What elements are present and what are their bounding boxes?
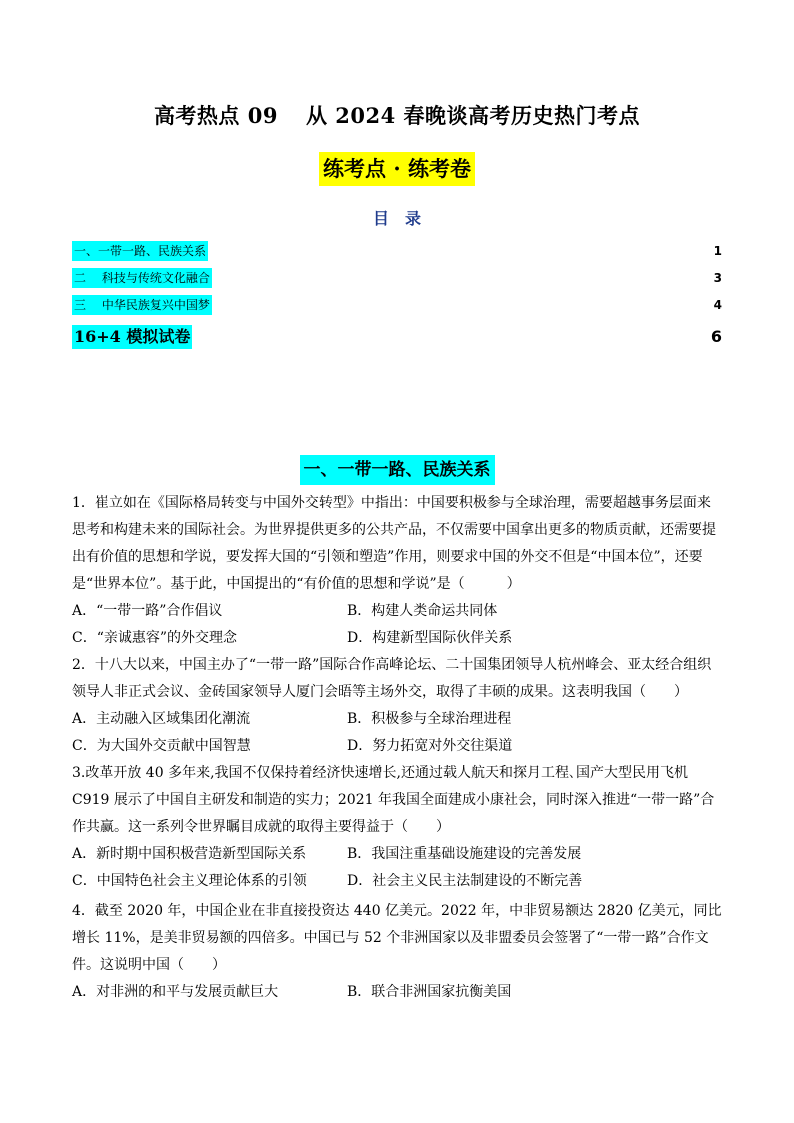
option-row [72,625,724,652]
option-b: B．我国注重基础设施建设的完善发展 [347,846,582,862]
option-b: B．构建人类命运共同体 [347,603,498,619]
option-d: D．努力拓宽对外交往渠道 [347,738,513,754]
question-3 [72,760,724,895]
section-heading-wrap [0,455,794,485]
option-row [72,841,724,868]
toc-item-page: 3 [713,271,722,285]
toc-item-final[interactable] [72,325,722,349]
toc-item-label[interactable]: 三 中华民族复兴中国梦 [72,295,212,315]
toc-item-page: 6 [710,327,722,346]
toc-item-label[interactable]: 二 科技与传统文化融合 [72,268,212,288]
question-stem: 4．截至 2020 年，中国企业在非直接投资达 440 亿美元。2022 年，中非贸易额达 2820 亿美元，同比增长 11%，是美非贸易额的四倍多。中国已与 52 个非洲国家以及非盟委员会签署了“一带一路”合作文件。这说明中国（ ） [72,903,722,973]
toc-item-label[interactable]: 一、一带一路、民族关系 [72,241,208,261]
toc-item-label[interactable]: 16+4 模拟试卷 [72,325,192,349]
toc-item-3[interactable] [72,295,722,315]
option-row [72,598,724,625]
option-a: A．新时期中国积极营造新型国际关系 [72,846,307,862]
toc-item-1[interactable] [72,241,722,261]
question-stem: 3.改革开放 40 多年来,我国不仅保持着经济快速增长,还通过载人航天和探月工程､国产大型民用飞机 C919 展示了中国自主研发和制造的实力；2021 年我国全面建成小康社会，同时深入推进“一带一路”合作共赢。这一系列令世界瞩目成就的取得主要得益于（ ） [72,765,715,835]
option-c: C．为大国外交贡献中国智慧 [72,738,251,754]
option-b: B．积极参与全球治理进程 [347,711,512,727]
question-4 [72,898,724,1006]
title-left: 高考热点 09 [153,103,278,128]
section-heading: 一、一带一路、民族关系 [300,455,495,485]
option-row [72,868,724,895]
question-1 [72,490,724,652]
question-2 [72,652,724,760]
option-row [72,979,724,1006]
option-a: A．“一带一路”合作倡议 [72,603,223,619]
option-row [72,733,724,760]
option-a: A．对非洲的和平与发展贡献巨大 [72,984,279,1000]
question-stem: 1．崔立如在《国际格局转变与中国外交转型》中指出：中国要积极参与全球治理，需要超越事务层面来思考和构建未来的国际社会。为世界提供更多的公共产品，不仅需要中国拿出更多的物质贡献，还需要提出有价值的思想和学说，要发挥大国的“引领和塑造”作用，则要求中国的外交不但是“中国本位”，还要是“世界本位”。基于此，中国提出的“有价值的思想和学说”是（ ） [72,495,716,592]
option-a: A．主动融入区域集团化潮流 [72,711,251,727]
option-b: B．联合非洲国家抗衡美国 [347,984,512,1000]
option-d: D．社会主义民主法制建设的不断完善 [347,873,583,889]
toc-item-page: 4 [713,298,722,312]
toc-item-page: 1 [713,244,722,258]
subtitle: 练考点 · 练考卷 [319,152,475,186]
question-stem: 2．十八大以来，中国主办了“一带一路”国际合作高峰论坛、二十国集团领导人杭州峰会、亚太经合组织领导人非正式会议、金砖国家领导人厦门会晤等主场外交，取得了丰硕的成果。这表明我国（ ） [72,657,712,700]
toc-title: 目 录 [372,209,421,228]
subtitle-wrap [0,152,794,186]
option-c: C．中国特色社会主义理论体系的引领 [72,873,307,889]
option-d: D．构建新型国际伙伴关系 [347,630,513,646]
toc-item-2[interactable] [72,268,722,288]
option-row [72,706,724,733]
option-c: C．“亲诚惠容”的外交理念 [72,630,238,646]
document-title [0,100,794,130]
title-right: 从 2024 春晚谈高考历史热门考点 [305,103,641,128]
